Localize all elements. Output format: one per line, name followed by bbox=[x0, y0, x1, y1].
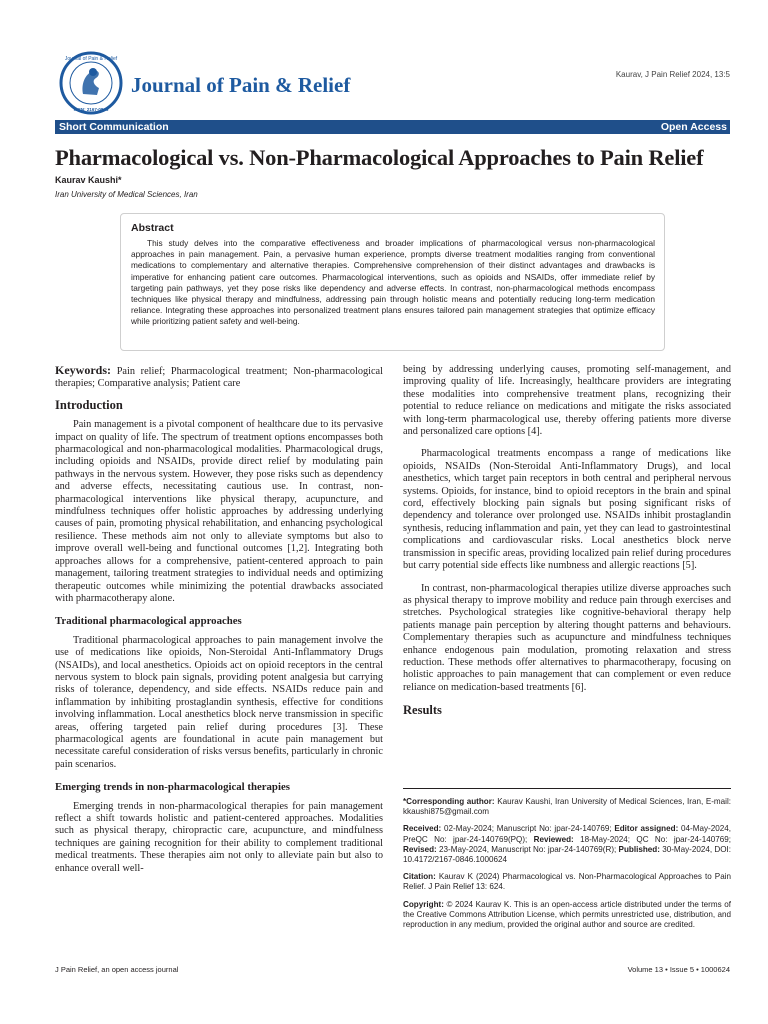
published-label: Published: bbox=[618, 844, 660, 854]
logo-issn: ISSN: 2167-0846 bbox=[73, 107, 109, 112]
editor-label: Editor assigned: bbox=[614, 824, 679, 834]
open-access-label: Open Access bbox=[660, 121, 727, 133]
footer-journal: J Pain Relief, an open access journal bbox=[55, 965, 179, 974]
keywords bbox=[55, 364, 383, 391]
reviewed-text: 18-May-2024; QC No: jpar-24-140769; bbox=[580, 834, 732, 844]
corresponding-author-note bbox=[403, 797, 731, 817]
journal-title: Journal of Pain & Relief bbox=[131, 73, 351, 97]
citation-note bbox=[403, 872, 731, 892]
article-type: Short Communication bbox=[59, 121, 169, 133]
traditional-heading: Traditional pharmacological approaches bbox=[55, 615, 242, 628]
header-citation: Kaurav, J Pain Relief 2024, 13:5 bbox=[615, 70, 730, 79]
right-paragraph-3: In contrast, non-pharmacological therapies utilize diverse approaches such as physical therapy to improve mobility and reduce pain through exercises and stretches. Psychological strategies like cognitive-behavioral therapy help patients manage pain perception by altering thought patterns and behaviours. Complementary therapies such as acupuncture and mindfulness techniques enhance endogenous pain modulation, promoting relaxation and stress reduction. These methods offer alternatives to pharmacotherapy, focusing on holistic approaches to pain management that can complement or even reduce reliance on medication-based treatments [6]. bbox=[403, 582, 731, 693]
abstract-heading: Abstract bbox=[131, 222, 174, 234]
dates-note bbox=[403, 824, 731, 865]
abstract-box bbox=[120, 213, 665, 351]
page-header bbox=[0, 0, 768, 118]
introduction-paragraph: Pain management is a pivotal component of healthcare due to its pervasive impact on quality of life. The spectrum of treatment options encompasses both pharmacological and non-pharmacological modalities. Pharmacological drugs, including opioids and NSAIDs, provide direct relief by modulating pain pathways in the nervous system. However, they pose risks such as dependency and adverse effects, necessitating cautious use. In contrast, non-pharmacological interventions like physical therapy, acupuncture, and mindfulness techniques offer holistic approaches by addressing underlying causes of pain, promoting physical rehabilitation, and enhancing psychological resilience. These methods aim not only to alleviate symptoms but also to improve overall well-being and functional outcomes [1,2]. Integrating both approaches allows for a comprehensive, patient-centered approach to pain management, tailoring treatment strategies to individual needs and optimizing therapeutic outcomes while minimizing the potential drawbacks associated with pharmacotherapy alone. bbox=[55, 419, 383, 604]
revised-label: Revised: bbox=[403, 844, 437, 854]
author-name: Kaurav Kaushi* bbox=[55, 175, 122, 185]
article-type-banner bbox=[55, 120, 730, 134]
citation-text: Kaurav K (2024) Pharmacological vs. Non-Pharmacological Approaches to Pain Relief. J Pain Relief 13: 624. bbox=[403, 872, 732, 892]
footer-volume: Volume 13 • Issue 5 • 1000624 bbox=[627, 965, 730, 974]
copyright-label: Copyright: bbox=[403, 899, 444, 909]
copyright-text: © 2024 Kaurav K. This is an open-access article distributed under the terms of the Creative Commons Attribution License, which permits unrestricted use, distribution, and reproduction in any medium, provided the original author and source are credited. bbox=[403, 899, 731, 930]
page-footer bbox=[55, 965, 730, 974]
received-text: 02-May-2024; Manuscript No: jpar-24-140769; bbox=[444, 824, 612, 834]
reviewed-label: Reviewed: bbox=[533, 834, 574, 844]
right-paragraph-2: Pharmacological treatments encompass a range of medications like opioids, NSAIDs (Non-Steroidal Anti-Inflammatory Drugs), and local anesthetics, which target pain receptors in both central and peripheral nervous systems. Opioids, for instance, bind to opioid receptors in the brain and spinal cord, effectively blocking pain signals but posing significant risks of dependency and tolerance over prolonged use. NSAIDs inhibit prostaglandin synthesis, reducing inflammation and pain, yet they can lead to gastrointestinal complications and cardiovascular risks. Local anesthetics block nerve transmission in specific areas, providing localized pain relief during procedures but carry potential side effects like numbness and allergic reactions [5]. bbox=[403, 448, 731, 572]
right-paragraph-1: being by addressing underlying causes, promoting self-management, and improving quality of life. Increasingly, healthcare providers are integrating these modalities into comprehensive treatment plans, recognizing their potential to reduce reliance on medications and mitigate the risks associated with long-term pharmacological use, thereby offering patients more diverse and personalized care options [4]. bbox=[403, 364, 731, 438]
emerging-heading: Emerging trends in non-pharmacological therapies bbox=[55, 781, 290, 794]
article-footnotes bbox=[403, 788, 731, 937]
introduction-heading: Introduction bbox=[55, 397, 123, 412]
left-column bbox=[55, 364, 383, 885]
logo-ring-text: Journal of Pain & Relief bbox=[64, 56, 118, 62]
citation-label: Citation: bbox=[403, 872, 436, 882]
corresponding-text: Kaurav Kaushi, Iran University of Medical Sciences, Iran, E-mail: kkaushi875@gmail.com bbox=[403, 797, 732, 817]
results-heading: Results bbox=[403, 703, 442, 718]
right-column bbox=[403, 364, 731, 717]
editor-text: 04-May-2024, PreQC No: jpar-24-140769(PQ); bbox=[403, 824, 731, 844]
traditional-paragraph: Traditional pharmacological approaches to pain management involve the use of medications like opioids, Non-Steroidal Anti-Inflammatory Drugs (NSAIDs), and local anesthetics. Opioids act on opioid receptors in the central nervous system to block pain signals, providing potent analgesia but carrying risks of tolerance, dependency, and side effects. NSAIDs reduce pain and inflammation by inhibiting prostaglandin synthesis, effective for conditions involving inflammation. Local anesthetics block nerve transmission in specific areas, offering targeted pain relief during procedures [3]. These pharmacological agents are foundational in acute pain management but necessitate careful consideration of risks versus benefits, particularly in chronic pain scenarios. bbox=[55, 634, 383, 770]
corresponding-label: *Corresponding author: bbox=[403, 797, 495, 806]
revised-text: 23-May-2024, Manuscript No: jpar-24-140769(R); bbox=[439, 844, 617, 854]
abstract-text: This study delves into the comparative effectiveness and broader implications of pharmacological versus non-pharmacological approaches in pain management. Pain, a pervasive human experience, prompts diverse treatment modalities ranging from conventional medications to complementary and alternative therapies. Comprehensive comprehension of their distinct advantages and drawbacks is imperative for enhancing patient care outcomes. Pharmacological interventions, such as opioids and NSAIDs, offer immediate relief by targeting pain pathways, yet they pose risks like dependency and adverse effects. In contrast, non-pharmacological methods encompass techniques like physical therapy and mindfulness, addressing pain through holistic means and potentially reducing long-term medication reliance. Integrating these approaches into personalized treatment plans ensures tailored pain management strategies that optimize efficacy while prioritizing patient safety and well-being. bbox=[131, 238, 655, 327]
keywords-text: Pain relief; Pharmacological treatment; Non-pharmacological therapies; Comparative analysis; Patient care bbox=[55, 366, 383, 390]
published-text: 30-May-2024, DOI: 10.4172/2167-0846.1000624 bbox=[403, 844, 732, 865]
received-label: Received: bbox=[403, 824, 442, 834]
copyright-note bbox=[403, 900, 731, 931]
keywords-label: Keywords: bbox=[55, 363, 111, 377]
author-affiliation: Iran University of Medical Sciences, Iran bbox=[55, 190, 198, 199]
article-title: Pharmacological vs. Non-Pharmacological Approaches to Pain Relief bbox=[55, 145, 704, 170]
emerging-paragraph: Emerging trends in non-pharmacological therapies for pain management reflect a shift towards holistic and patient-centered approaches. Modalities such as physical therapy, chiropractic care, acupuncture, and mindfulness techniques are gaining recognition for their ability to complement traditional medical treatments. These therapies aim not only to alleviate pain but also to enhance overall well- bbox=[55, 800, 383, 874]
journal-logo bbox=[55, 50, 127, 116]
